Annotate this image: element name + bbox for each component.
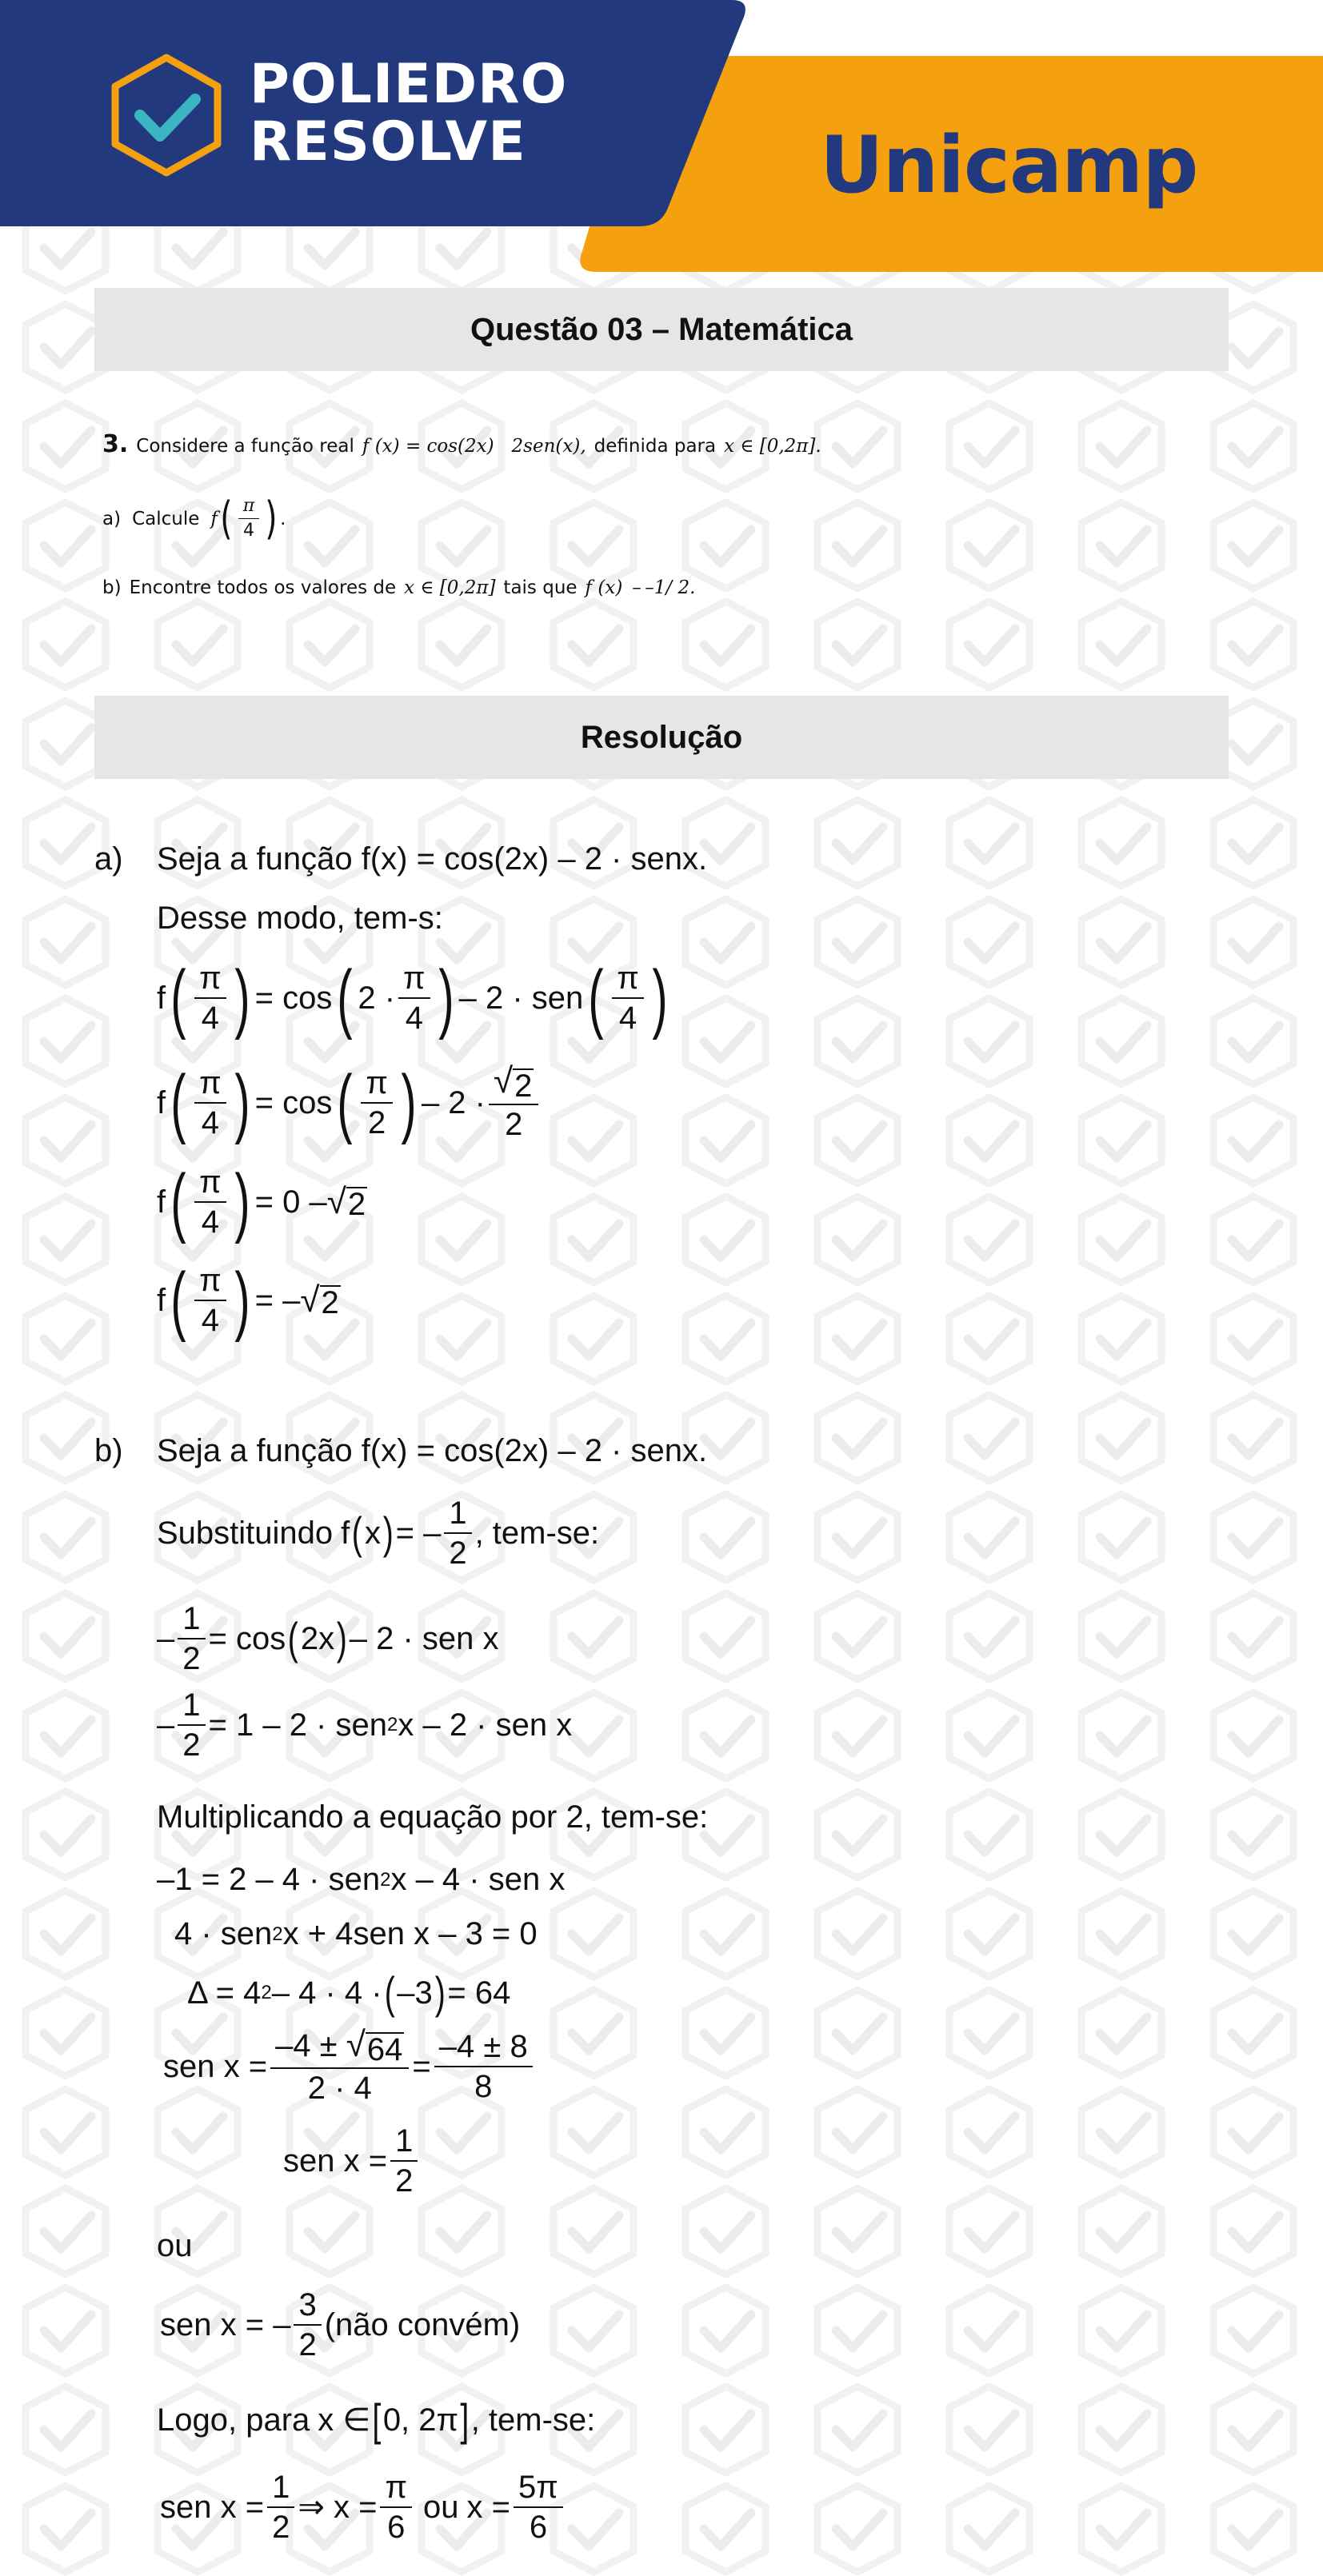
subst-suffix: , tem-se: [474, 1515, 600, 1551]
item-a-denominator: 4 [243, 521, 254, 541]
logo-prefix: Logo, para [157, 2402, 310, 2438]
institution-name: Unicamp [820, 120, 1198, 211]
question-item-a: a) Calcule f ( $\frac{\pi}{4}$ ) . [102, 492, 286, 545]
resolution-title-bar: Resolução [94, 696, 1229, 779]
or-text: ou [157, 2228, 193, 2263]
nao-convem-text: (não convém) [324, 2306, 521, 2342]
item-b-domain: x ∈ [0,2π] [404, 577, 496, 598]
multiply-text: Multiplicando a equação por 2, tem-se: [157, 1799, 709, 1835]
equation-b7: sen x = $\frac{1}{2}$ [283, 2123, 421, 2199]
item-a-label: a) [102, 508, 122, 529]
part-a-line2: Desse modo, tem-s: [157, 901, 443, 936]
equation-b5: Δ = 4 2 – 4 · 4 · ( –3 ) = 64 [187, 1967, 511, 2018]
part-a-intro: Seja a função f(x) = cos(2x) – 2 · senx. [157, 841, 708, 877]
brand-name [250, 53, 568, 174]
question-intro: Considere a função real [136, 436, 354, 457]
equation-a3: f ( $\frac{\pi}{4}$ ) = 0 – √ 2 [157, 1159, 366, 1244]
item-b-mid: tais que [503, 577, 578, 598]
item-b-equation: f (x) – –1/ 2. [585, 577, 696, 598]
equation-a2: f ( $\frac{\pi}{4}$ ) = cos ( $\frac{\pi}{2}$ ) – 2 · √ 2 2 [157, 1064, 542, 1142]
final-answer: sen x = $\frac{1}{2}$ ⇒ x = $\frac{\pi}{6}$ ou x = $\frac{5\pi}{6}$ [160, 2470, 566, 2545]
part-b-label: b) [94, 1433, 123, 1468]
equation-b4: 4 · sen 2 x + 4sen x – 3 = 0 [174, 1916, 538, 1951]
equation-b2: – $\frac{1}{2}$ = 1 – 2 · sen 2 x – 2 · sen x [157, 1687, 573, 1763]
equation-b6: sen x = –4 ± √ 64 2 · 4 = $\frac{-4 \pm 8}{8}$ [163, 2027, 536, 2106]
question-number: 3. [102, 430, 129, 458]
item-a-numerator: π [238, 496, 259, 519]
brand-line-1: POLIEDRO [250, 53, 568, 116]
logo-line: Logo, para x ∈ [ 0, 2π ] , tem-se: [157, 2394, 596, 2445]
subst-prefix: Substituindo [157, 1515, 334, 1551]
question-item-b [102, 577, 695, 598]
item-a-function: f [210, 508, 218, 529]
equation-b1: – $\frac{1}{2}$ = cos ( 2x ) – 2 · sen x [157, 1601, 499, 1676]
equation-a4: f ( $\frac{\pi}{4}$ ) = – √ 2 [157, 1257, 339, 1343]
part-b-intro: Seja a função f(x) = cos(2x) – 2 · senx. [157, 1433, 708, 1468]
equation-b8: sen x = – $\frac{3}{2}$ (não convém) [160, 2287, 521, 2362]
final-ou: ou [423, 2489, 459, 2525]
domain-text: definida para [594, 436, 717, 457]
question-title-bar: Questão 03 – Matemática [94, 288, 1229, 371]
domain-interval: x ∈ [0,2π]. [724, 436, 821, 457]
equation-a1: f ( $\frac{\pi}{4}$ ) = cos ( 2 · $\frac{\pi}{4}$ ) – 2 · sen ( $\frac{\pi}{4}$ ) [157, 955, 668, 1040]
question-statement [102, 430, 821, 458]
function-definition: f (x) = cos(2x) 2sen(x), [362, 436, 586, 457]
item-b-label: b) [102, 577, 122, 598]
part-a-label: a) [94, 841, 123, 877]
item-a-text: Calcule [132, 508, 200, 529]
brand-line-2: RESOLVE [250, 110, 526, 174]
equation-b3: –1 = 2 – 4 · sen 2 x – 4 · sen x [157, 1862, 566, 1897]
part-b-substitution: Substituindo f ( x ) = – $\frac{1}{2}$ , tem-se: [157, 1496, 600, 1571]
item-b-text: Encontre todos os valores de [129, 577, 397, 598]
logo-suffix: , tem-se: [470, 2402, 596, 2438]
